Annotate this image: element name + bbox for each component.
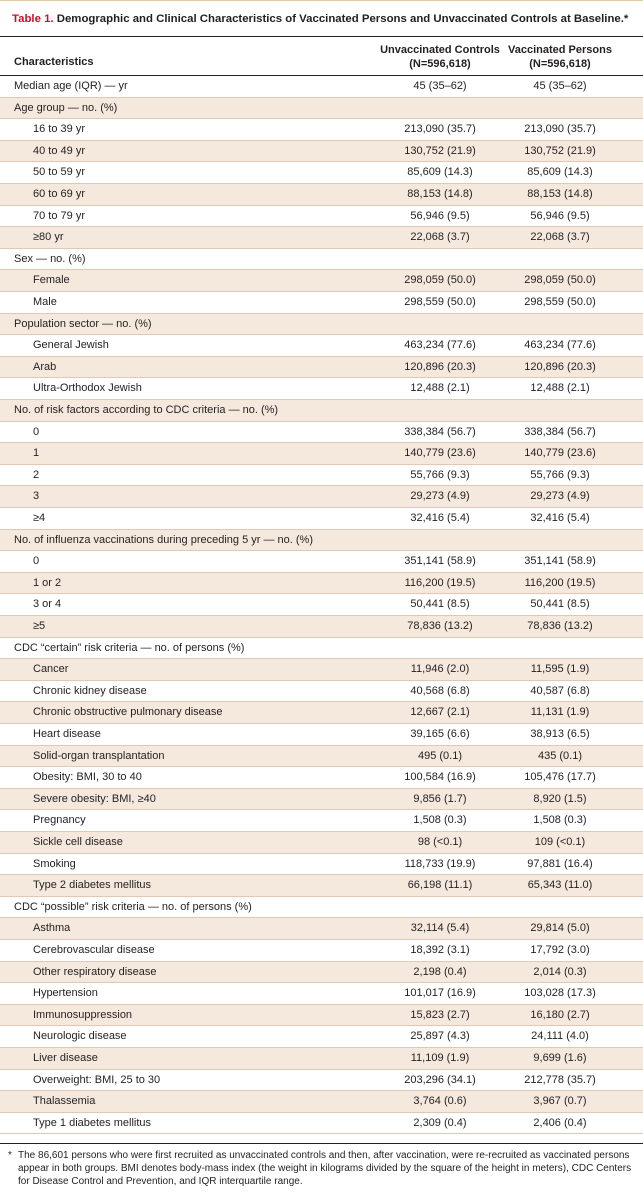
row-label: 0	[33, 425, 40, 438]
vaccinated-value: 38,913 (6.5)	[530, 728, 590, 740]
vaccinated-value: 9,699 (1.6)	[533, 1052, 587, 1064]
table-row	[0, 162, 643, 184]
vaccinated-value: 298,559 (50.0)	[524, 296, 596, 308]
unvaccinated-value: 116,200 (19.5)	[404, 576, 476, 589]
table-row	[0, 638, 643, 660]
vaccinated-value: 32,416 (5.4)	[530, 512, 590, 524]
vaccinated-value: 8,920 (1.5)	[533, 792, 587, 805]
unvaccinated-value: 22,068 (3.7)	[410, 231, 470, 244]
row-label: 16 to 39 yr	[33, 123, 85, 136]
table-row	[0, 940, 643, 962]
row-label: Cancer	[33, 663, 69, 676]
vaccinated-value: 40,587 (6.8)	[530, 684, 590, 697]
vaccinated-value: 105,476 (17.7)	[524, 771, 596, 784]
vaccinated-value: 130,752 (21.9)	[524, 144, 596, 157]
row-label: Sickle cell disease	[33, 836, 123, 848]
unvaccinated-value: 203,296 (34.1)	[404, 1073, 476, 1086]
row-label: Asthma	[33, 922, 71, 935]
header-unvaccinated-name: Unvaccinated Controls	[380, 44, 500, 56]
header-vaccinated-n: (N=596,618)	[529, 58, 591, 70]
table-row	[0, 400, 643, 422]
row-label: Age group — no. (%)	[14, 101, 118, 114]
table-row	[0, 335, 643, 357]
row-label: Ultra-Orthodox Jewish	[33, 382, 142, 395]
row-label: 3	[33, 490, 40, 503]
header-unvaccinated-n: (N=596,618)	[409, 58, 471, 70]
table-row	[0, 918, 643, 940]
row-label: Heart disease	[33, 728, 101, 740]
table-row	[0, 76, 643, 98]
row-label: CDC “possible” risk criteria — no. of persons (%)	[14, 900, 252, 913]
row-label: Female	[33, 274, 70, 287]
table-title	[0, 0, 643, 36]
table-row	[0, 1070, 643, 1092]
row-label: Male	[33, 296, 57, 308]
table-row	[0, 659, 643, 681]
table-row	[0, 227, 643, 249]
unvaccinated-value: 18,392 (3.1)	[410, 944, 470, 956]
row-label: Arab	[33, 360, 57, 373]
vaccinated-value: 213,090 (35.7)	[524, 123, 596, 136]
unvaccinated-value: 45 (35–62)	[413, 80, 467, 92]
table-row	[0, 724, 643, 746]
unvaccinated-value: 15,823 (2.7)	[410, 1008, 470, 1021]
table-row	[0, 1048, 643, 1070]
row-label: 2	[33, 468, 40, 481]
unvaccinated-value: 78,836 (13.2)	[407, 620, 473, 632]
unvaccinated-value: 66,198 (11.1)	[407, 879, 473, 892]
unvaccinated-value: 130,752 (21.9)	[404, 144, 476, 157]
row-label: Pregnancy	[33, 814, 86, 827]
table-row	[0, 1091, 643, 1113]
row-label: Chronic kidney disease	[33, 684, 147, 697]
header-vaccinated-name: Vaccinated Persons	[508, 44, 612, 56]
unvaccinated-value: 140,779 (23.6)	[404, 447, 476, 460]
vaccinated-value: 16,180 (2.7)	[530, 1008, 590, 1021]
unvaccinated-value: 55,766 (9.3)	[410, 468, 470, 481]
row-label: Smoking	[33, 857, 76, 870]
row-label: General Jewish	[33, 339, 109, 352]
table-row	[0, 141, 643, 163]
table-row	[0, 292, 643, 314]
row-label: Sex — no. (%)	[14, 252, 86, 265]
footnote-mark: *	[8, 1150, 12, 1161]
row-label: Immunosuppression	[33, 1008, 133, 1021]
unvaccinated-value: 495 (0.1)	[417, 749, 463, 762]
vaccinated-value: 3,967 (0.7)	[533, 1095, 587, 1108]
vaccinated-value: 212,778 (35.7)	[524, 1073, 596, 1086]
row-label: Thalassemia	[33, 1095, 96, 1108]
row-label: Other respiratory disease	[33, 965, 157, 978]
table-row	[0, 854, 643, 876]
row-label: Liver disease	[33, 1052, 98, 1064]
row-label: ≥5	[33, 620, 46, 632]
data-table	[0, 36, 643, 1136]
row-label: 70 to 79 yr	[33, 209, 85, 222]
unvaccinated-value: 88,153 (14.8)	[407, 188, 473, 200]
row-label: Type 2 diabetes mellitus	[33, 879, 152, 892]
table-row	[0, 1005, 643, 1027]
unvaccinated-value: 463,234 (77.6)	[404, 339, 476, 352]
table-caption: Demographic and Clinical Characteristics of Vaccinated Persons and Unvaccinated Controls at Baseline.*	[56, 13, 629, 25]
row-label: 0	[33, 555, 40, 568]
row-label: Neurologic disease	[33, 1030, 127, 1043]
table-header	[0, 36, 643, 76]
vaccinated-value: 85,609 (14.3)	[527, 166, 593, 179]
table-row	[0, 573, 643, 595]
unvaccinated-value: 12,488 (2.1)	[410, 382, 470, 395]
vaccinated-value: 50,441 (8.5)	[530, 598, 590, 611]
unvaccinated-value: 120,896 (20.3)	[404, 360, 476, 373]
unvaccinated-value: 50,441 (8.5)	[410, 598, 470, 611]
vaccinated-value: 22,068 (3.7)	[530, 231, 590, 244]
vaccinated-value: 338,384 (56.7)	[524, 425, 596, 438]
row-label: No. of risk factors according to CDC criteria — no. (%)	[14, 404, 279, 416]
table-row	[0, 508, 643, 530]
vaccinated-value: 11,131 (1.9)	[530, 706, 590, 719]
header-unvaccinated	[370, 43, 510, 71]
table-row	[0, 443, 643, 465]
row-label: Obesity: BMI, 30 to 40	[33, 771, 142, 784]
table-row	[0, 832, 643, 854]
unvaccinated-value: 100,584 (16.9)	[404, 771, 476, 784]
row-label: Severe obesity: BMI, ≥40	[33, 792, 156, 805]
table-number: Table 1.	[12, 13, 54, 25]
row-label: CDC “certain” risk criteria — no. of persons (%)	[14, 641, 245, 654]
table-row	[0, 789, 643, 811]
table-row	[0, 422, 643, 444]
unvaccinated-value: 213,090 (35.7)	[404, 123, 476, 136]
vaccinated-value: 12,488 (2.1)	[530, 382, 590, 395]
unvaccinated-value: 101,017 (16.9)	[404, 987, 476, 1000]
vaccinated-value: 120,896 (20.3)	[524, 360, 596, 373]
unvaccinated-value: 351,141 (58.9)	[404, 555, 476, 568]
vaccinated-value: 298,059 (50.0)	[524, 274, 596, 287]
vaccinated-value: 109 (<0.1)	[534, 836, 586, 848]
vaccinated-value: 97,881 (16.4)	[527, 857, 593, 870]
table-row	[0, 184, 643, 206]
row-label: Cerebrovascular disease	[33, 944, 155, 956]
table-row	[0, 1113, 643, 1135]
unvaccinated-value: 56,946 (9.5)	[410, 209, 470, 222]
row-label: No. of influenza vaccinations during preceding 5 yr — no. (%)	[14, 533, 313, 546]
table-row	[0, 594, 643, 616]
table-row	[0, 1026, 643, 1048]
table-row	[0, 465, 643, 487]
header-characteristics: Characteristics	[14, 56, 94, 68]
row-label: 1	[33, 447, 40, 460]
vaccinated-value: 55,766 (9.3)	[530, 468, 590, 481]
vaccinated-value: 351,141 (58.9)	[524, 555, 596, 568]
row-label: ≥80 yr	[33, 231, 64, 244]
vaccinated-value: 17,792 (3.0)	[530, 944, 590, 956]
table-row	[0, 551, 643, 573]
vaccinated-value: 56,946 (9.5)	[530, 209, 590, 222]
unvaccinated-value: 12,667 (2.1)	[410, 706, 470, 719]
vaccinated-value: 435 (0.1)	[537, 749, 583, 762]
vaccinated-value: 463,234 (77.6)	[524, 339, 596, 352]
table-row	[0, 206, 643, 228]
table-row	[0, 746, 643, 768]
table-row	[0, 119, 643, 141]
vaccinated-value: 1,508 (0.3)	[533, 814, 587, 827]
table-row	[0, 486, 643, 508]
table-row	[0, 357, 643, 379]
unvaccinated-value: 11,109 (1.9)	[410, 1052, 470, 1064]
row-label: 50 to 59 yr	[33, 166, 85, 179]
table-row	[0, 270, 643, 292]
header-vaccinated	[490, 43, 630, 71]
row-label: 60 to 69 yr	[33, 188, 85, 200]
unvaccinated-value: 98 (<0.1)	[417, 836, 463, 848]
table-row	[0, 702, 643, 724]
unvaccinated-value: 39,165 (6.6)	[410, 728, 470, 740]
vaccinated-value: 88,153 (14.8)	[527, 188, 593, 200]
row-label: Hypertension	[33, 987, 98, 1000]
table-row	[0, 681, 643, 703]
vaccinated-value: 2,406 (0.4)	[533, 1116, 587, 1129]
unvaccinated-value: 3,764 (0.6)	[413, 1095, 467, 1108]
vaccinated-value: 78,836 (13.2)	[527, 620, 593, 632]
row-label: 3 or 4	[33, 598, 62, 611]
table-row	[0, 616, 643, 638]
unvaccinated-value: 1,508 (0.3)	[413, 814, 467, 827]
vaccinated-value: 29,814 (5.0)	[530, 922, 590, 935]
vaccinated-value: 24,111 (4.0)	[531, 1030, 589, 1043]
unvaccinated-value: 9,856 (1.7)	[413, 792, 467, 805]
unvaccinated-value: 85,609 (14.3)	[407, 166, 473, 179]
unvaccinated-value: 2,309 (0.4)	[413, 1116, 467, 1129]
vaccinated-value: 2,014 (0.3)	[533, 965, 587, 978]
unvaccinated-value: 338,384 (56.7)	[404, 425, 476, 438]
vaccinated-value: 45 (35–62)	[533, 80, 587, 92]
unvaccinated-value: 32,416 (5.4)	[410, 512, 470, 524]
row-label: ≥4	[33, 512, 46, 524]
vaccinated-value: 11,595 (1.9)	[530, 663, 590, 676]
row-label: Solid-organ transplantation	[33, 749, 165, 762]
table-row	[0, 767, 643, 789]
unvaccinated-value: 298,559 (50.0)	[404, 296, 476, 308]
table-row	[0, 875, 643, 897]
table-row	[0, 98, 643, 120]
footnote-text: The 86,601 persons who were first recruited as unvaccinated controls and then, after vaccination, were re-recruited as vaccinated persons appear in both groups. BMI denotes body-mass index (the weight in kilograms divided by the square of the height in meters), CDC Centers for Disease Control and Prevention, and IQR interquartile range.	[18, 1150, 632, 1187]
row-label: Chronic obstructive pulmonary disease	[33, 706, 223, 719]
vaccinated-value: 65,343 (11.0)	[527, 879, 593, 892]
unvaccinated-value: 32,114 (5.4)	[410, 922, 470, 935]
vaccinated-value: 116,200 (19.5)	[524, 576, 596, 589]
table-row	[0, 314, 643, 336]
table-row	[0, 810, 643, 832]
table-row	[0, 249, 643, 271]
table-row	[0, 962, 643, 984]
unvaccinated-value: 298,059 (50.0)	[404, 274, 476, 287]
row-label: 1 or 2	[33, 576, 62, 589]
unvaccinated-value: 2,198 (0.4)	[413, 965, 467, 978]
unvaccinated-value: 25,897 (4.3)	[410, 1030, 470, 1043]
unvaccinated-value: 11,946 (2.0)	[410, 663, 470, 676]
row-label: Type 1 diabetes mellitus	[33, 1116, 152, 1129]
vaccinated-value: 140,779 (23.6)	[524, 447, 596, 460]
unvaccinated-value: 40,568 (6.8)	[410, 684, 470, 697]
table-row	[0, 378, 643, 400]
table-row	[0, 983, 643, 1005]
row-label: 40 to 49 yr	[33, 144, 85, 157]
row-label: Median age (IQR) — yr	[14, 80, 128, 92]
table-row	[0, 530, 643, 552]
table-footnote	[0, 1143, 643, 1188]
row-label: Overweight: BMI, 25 to 30	[33, 1073, 161, 1086]
vaccinated-value: 103,028 (17.3)	[524, 987, 596, 1000]
unvaccinated-value: 118,733 (19.9)	[404, 857, 476, 870]
unvaccinated-value: 29,273 (4.9)	[410, 490, 470, 503]
row-label: Population sector — no. (%)	[14, 317, 152, 330]
vaccinated-value: 29,273 (4.9)	[530, 490, 590, 503]
table-row	[0, 897, 643, 919]
